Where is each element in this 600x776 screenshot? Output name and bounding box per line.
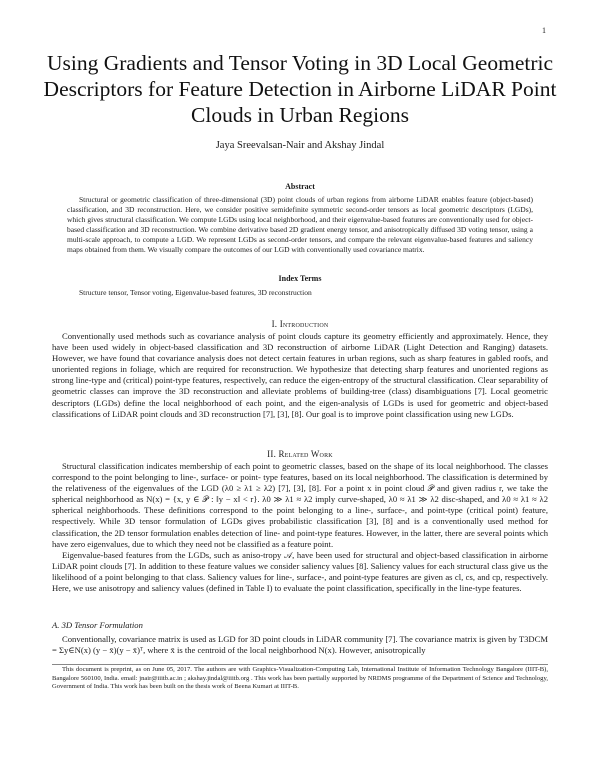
footnote: This document is preprint, as on June 05, 2017. The authors are with Graphics-Visualization-Computing Lab, International Institute of Information Technology Bangalore (IIIT-B), Bangalore 560100, India. email: jnair@iiitb.ac.in ; akshay.jindal@iiitb.org . This work has been partially supported by NRDMS programme of the Department of Science and Technology, Government of India. This work has been built on the thesis work of Beena Kumari at IIIT-B. (52, 666, 548, 691)
related-work-body (52, 461, 548, 594)
introduction-body (52, 331, 548, 420)
paragraph: Eigenvalue-based features from the LGDs, such as aniso-tropy 𝒜, have been used for structural and object-based classification in airborne LiDAR point clouds [7]. In addition to these feature values we consider saliency values [8]. Saliency values for each structural class give us the likelihood of a point belonging to that class. Saliency values for line-, surface-, and point-type features are given as cl, cs, and cp, respectively. Here, we use anisotropy and saliency values (defined in Table I) to evaluate the point classification, specifically in the line-type features. (52, 549, 548, 594)
abstract-heading: Abstract (285, 182, 315, 191)
section-number: II. (267, 449, 277, 459)
index-terms-heading: Index Terms (278, 274, 322, 283)
section-number: I. (271, 319, 278, 329)
author-list: Jaya Sreevalsan-Nair and Akshay Jindal (215, 140, 385, 151)
paragraph: Conventionally, covariance matrix is used as LGD for 3D point clouds in LiDAR community [7]. The covariance matrix is given by T3DCM = Σy∈N(x) (y − x̄)(y − x̄)ᵀ, where x̄ is the centroid of the local neighborhood N(x). However, anisotropically (52, 634, 548, 656)
footnote-rule (52, 664, 548, 665)
section-heading-related-work (0, 449, 600, 459)
index-terms-text: Structure tensor, Tensor voting, Eigenvalue-based features, 3D reconstruction (79, 288, 312, 297)
subsection-title: 3D Tensor Formulation (61, 620, 143, 630)
page-number: 1 (542, 26, 546, 35)
paragraph: Conventionally used methods such as covariance analysis of point clouds capture its geometry efficiently and approximately. Hence, they have been used widely in object-based classification and 3D reconstruction of airborne LiDAR (Light Detection and Ranging) datasets. However, we have found that covariance analysis does not detect certain features in urban regions, such as sharp features in gabled roofs, and unoriented regions in foliage, which are required for reconstruction. We hypothesize that detecting sharp features and unoriented regions as strong line-type and (critical) point-type features, respectively, can reduce the eigen-entropy of the structural classification. Clear separability of geometric classes can improve the 3D reconstruction and alleviate problems of building-tree (class) disambiguations [7]. Local geometric descriptors (LGDs) define the local neighborhood of each point, and the eigen-analysis of LGDs is used for geometric and object-based classifications of LiDAR point clouds and 3D reconstruction [7], [3], [8]. Our goal is to improve point classification using new LGDs. (52, 331, 548, 419)
section-title: Introduction (279, 319, 329, 329)
subsection-body (52, 634, 548, 656)
paragraph: Structural classification indicates membership of each point to geometric classes, based on the shape of its local neighborhood. The classes correspond to the point belonging to line-, surface- or point- type features, based on its local neighborhood. The classification is determined by the relativeness of the eigenvalues of the LGD (λ0 ≥ λ1 ≥ λ2) [7], [3], [8]. For a point x in point cloud 𝒫 and given radius r, we take the spherical neighborhood as N(x) = {x, y ∈ 𝒫 : ‖y − x‖ < r}. λ0 ≫ λ1 ≈ λ2 imply curve-shaped, λ0 ≈ λ1 ≫ λ2 disc-shaped, and λ0 ≈ λ1 ≈ λ2 spherical neighborhoods. These definitions correspond to the point belonging to a line-, surface-, and point-type (critical point) feature, respectively. While 3D tensor formulation of LGDs gives probabilistic classification [3], [8] and is a conventionally used method for classification, the 2D tensor formulation enables detection of line- and point-type features. However, in the latter, there are several points which have zero eigenvalues, due to which they need not be classified as a feature point. (52, 461, 548, 549)
paper-title: Using Gradients and Tensor Voting in 3D Local Geometric Descriptors for Feature Detection in Airborne LiDAR Point Clouds in Urban Regions (43, 51, 557, 127)
subsection-label: A. (52, 620, 60, 630)
subsection-heading (52, 620, 143, 630)
abstract-text: Structural or geometric classification of three-dimensional (3D) point clouds of urban regions from airborne LiDAR enables feature (object-based) classification, and 3D reconstruction. Here, we consider positive semidefinite symmetric second-order tensors as local geometric descriptors (LGDs), which gives structural classification. We compute LGDs using local neighborhood, and their eigenvalue-based features are conventionally used for object-based classification and 3D reconstruction. We combine derivative based 2D gradient energy tensor, and anisotropically diffused 3D voting tensor, using a multi-scale approach, to compute a LGD. We represent LGDs as second-order tensors, and compare the relevant eigenvalue-based features and saliency maps obtained from them. We visually compare the outcomes of our LGD with conventionally used covariance matrix. (67, 195, 533, 254)
section-title: Related Work (278, 449, 333, 459)
section-heading-introduction (0, 319, 600, 329)
